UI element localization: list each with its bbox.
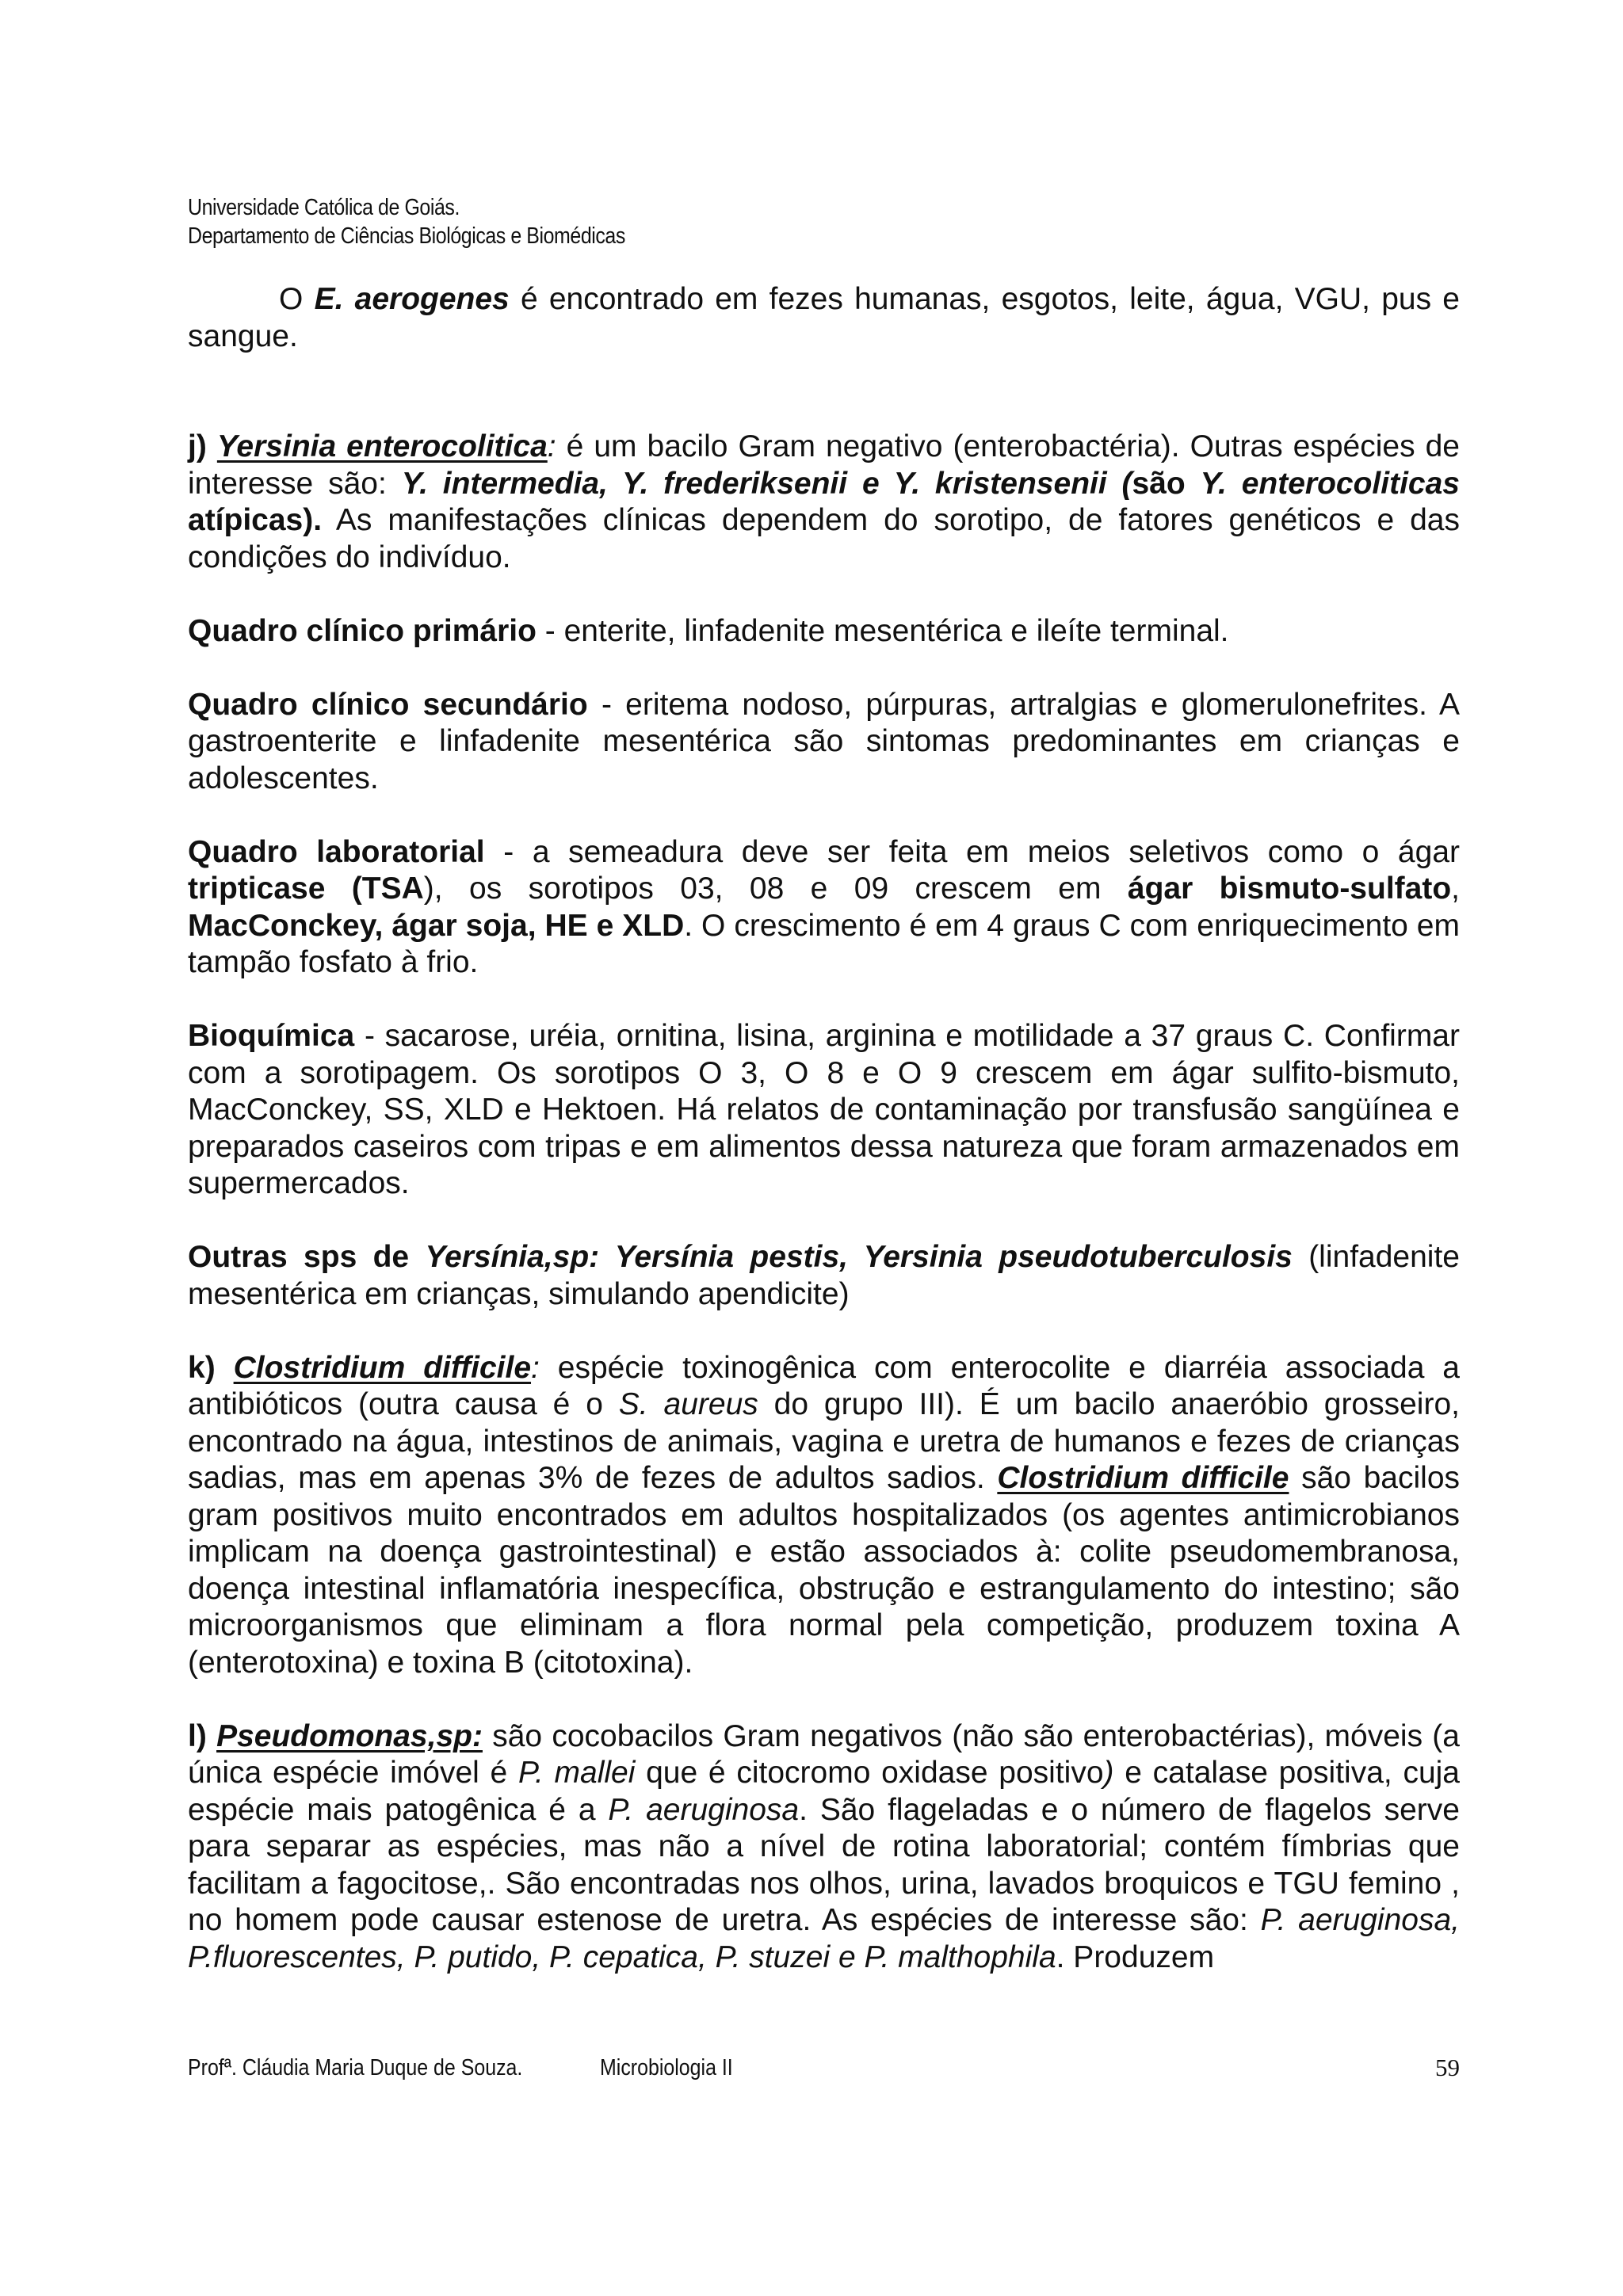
paragraph-outras-sps: Outras sps de Yersínia,sp: Yersínia pestis, Yersinia pseudotuberculosis (linfadenite mesentérica em crianças, simulando apendicite) <box>188 1240 1460 1311</box>
species-name: S. aureus <box>618 1387 758 1421</box>
section-title-clostridium: Clostridium difficile <box>233 1350 532 1385</box>
header-institution: Universidade Católica de Goiás. <box>188 195 460 220</box>
page-number: 59 <box>1435 2054 1460 2081</box>
paragraph-pseudomonas: l) Pseudomonas,sp: são cocobacilos Gram negativos (não são enterobactérias), móveis (a única espécie imóvel é P. mallei que é citocromo oxidase positivo) e catalase positiva, cuja espécie mais patogênica é a P. aeruginosa. São flageladas e o número de flagelos serve para separar as espécies, mas não a nível de rotina laboratorial; contém fímbrias que facilitam a fagocitose,. São encontradas nos olhos, urina, lavados broquicos e TGU femino , no homem pode causar estenose de uretra. As espécies de interesse são: P. aeruginosa, P.fluorescentes, P. putido, P. cepatica, P. stuzei e P. malthophila. Produzem <box>188 1718 1461 1974</box>
label-quadro-secundario: Quadro clínico secundário <box>188 687 588 722</box>
paragraph-clostridium: k) Clostridium difficile: espécie toxinogênica com enterocolite e diarréia associada a antibióticos (outra causa é o S. aureus do grupo III). É um bacilo anaeróbio grosseiro, encontrado na água, intestinos de animais, vagina e uretra de humanos e fezes de crianças sadias, mas em apenas 3% de fezes de adultos sadios. Clostridium difficile são bacilos gram positivos muito encontrados em adultos hospitalizados (os agentes antimicrobianos implicam na doença gastrointestinal) e estão associados à: colite pseudomembranosa, doença intestinal inflamatória inespecífica, obstrução e estrangulamento do intestino; são microorganismos que eliminam a flora normal pela competição, produzem toxina A (enterotoxina) e toxina B (citotoxina). <box>188 1350 1461 1680</box>
species-name: E. aerogenes <box>314 282 510 316</box>
species-name: P. aeruginosa <box>608 1792 800 1827</box>
label-quadro-primario: Quadro clínico primário <box>188 613 537 648</box>
label-bioquimica: Bioquímica <box>188 1019 355 1053</box>
paragraph-quadro-secundario: Quadro clínico secundário - eritema nodoso, púrpuras, artralgias e glomerulonefrites. A gastroenterite e linfadenite mesentérica são sintomas predominantes em crianças e adolescentes. <box>188 687 1460 795</box>
footer-course: Microbiologia II <box>600 2055 733 2081</box>
paragraph-quadro-primario: Quadro clínico primário - enterite, linfadenite mesentérica e ileíte terminal. <box>188 613 1229 648</box>
paragraph-yersinia: j) Yersinia enterocolitica: é um bacilo Gram negativo (enterobactéria). Outras espécies de interesse são: Y. intermedia, Y. frederiksenii e Y. kristensenii (são Y. enterocoliticas atípicas). As manifestações clínicas dependem do sorotipo, de fatores genéticos e das condições do indivíduo. <box>188 429 1461 574</box>
species-list: Y. intermedia, Y. frederiksenii e Y. kristensenii <box>401 466 1107 501</box>
footer-author: Profª. Cláudia Maria Duque de Souza. <box>188 2055 523 2081</box>
species-list: Yersínia,sp: Yersínia pestis, Yersinia pseudotuberculosis <box>425 1240 1293 1274</box>
species-list: P. aeruginosa, P.fluorescentes, P. putido, P. cepatica, P. stuzei e P. malthophila <box>188 1903 1460 1974</box>
page-header <box>188 193 625 250</box>
label-outras-sps: Outras sps de <box>188 1240 426 1274</box>
paragraph-quadro-laboratorial: Quadro laboratorial - a semeadura deve ser feita em meios seletivos como o ágar tripticase (TSA), os sorotipos 03, 08 e 09 crescem em ágar bismuto-sulfato, MacConckey, ágar soja, HE e XLD. O crescimento é em 4 graus C com enriquecimento em tampão fosfato à frio. <box>188 834 1460 979</box>
paragraph-aerogenes: O E. aerogenes é encontrado em fezes humanas, esgotos, leite, água, VGU, pus e sangue. <box>188 282 1460 353</box>
document-body <box>188 281 1460 1976</box>
section-title-pseudomonas: Pseudomonas,sp: <box>216 1718 483 1753</box>
header-department: Departamento de Ciências Biológicas e Biomédicas <box>188 223 625 249</box>
label-quadro-laboratorial: Quadro laboratorial <box>188 834 485 869</box>
paragraph-bioquimica: Bioquímica - sacarose, uréia, ornitina, lisina, arginina e motilidade a 37 graus C. Confirmar com a sorotipagem. Os sorotipos O 3, O 8 e O 9 crescem em ágar sulfito-bismuto, MacConckey, SS, XLD e Hektoen. Há relatos de contaminação por transfusão sangüínea e preparados caseiros com tripas e em alimentos dessa natureza que foram armazenados em supermercados. <box>188 1019 1460 1200</box>
section-title-yersinia: Yersinia enterocolitica <box>216 429 548 463</box>
species-name: P. mallei <box>517 1756 636 1790</box>
species-name: Clostridium difficile <box>997 1461 1289 1495</box>
